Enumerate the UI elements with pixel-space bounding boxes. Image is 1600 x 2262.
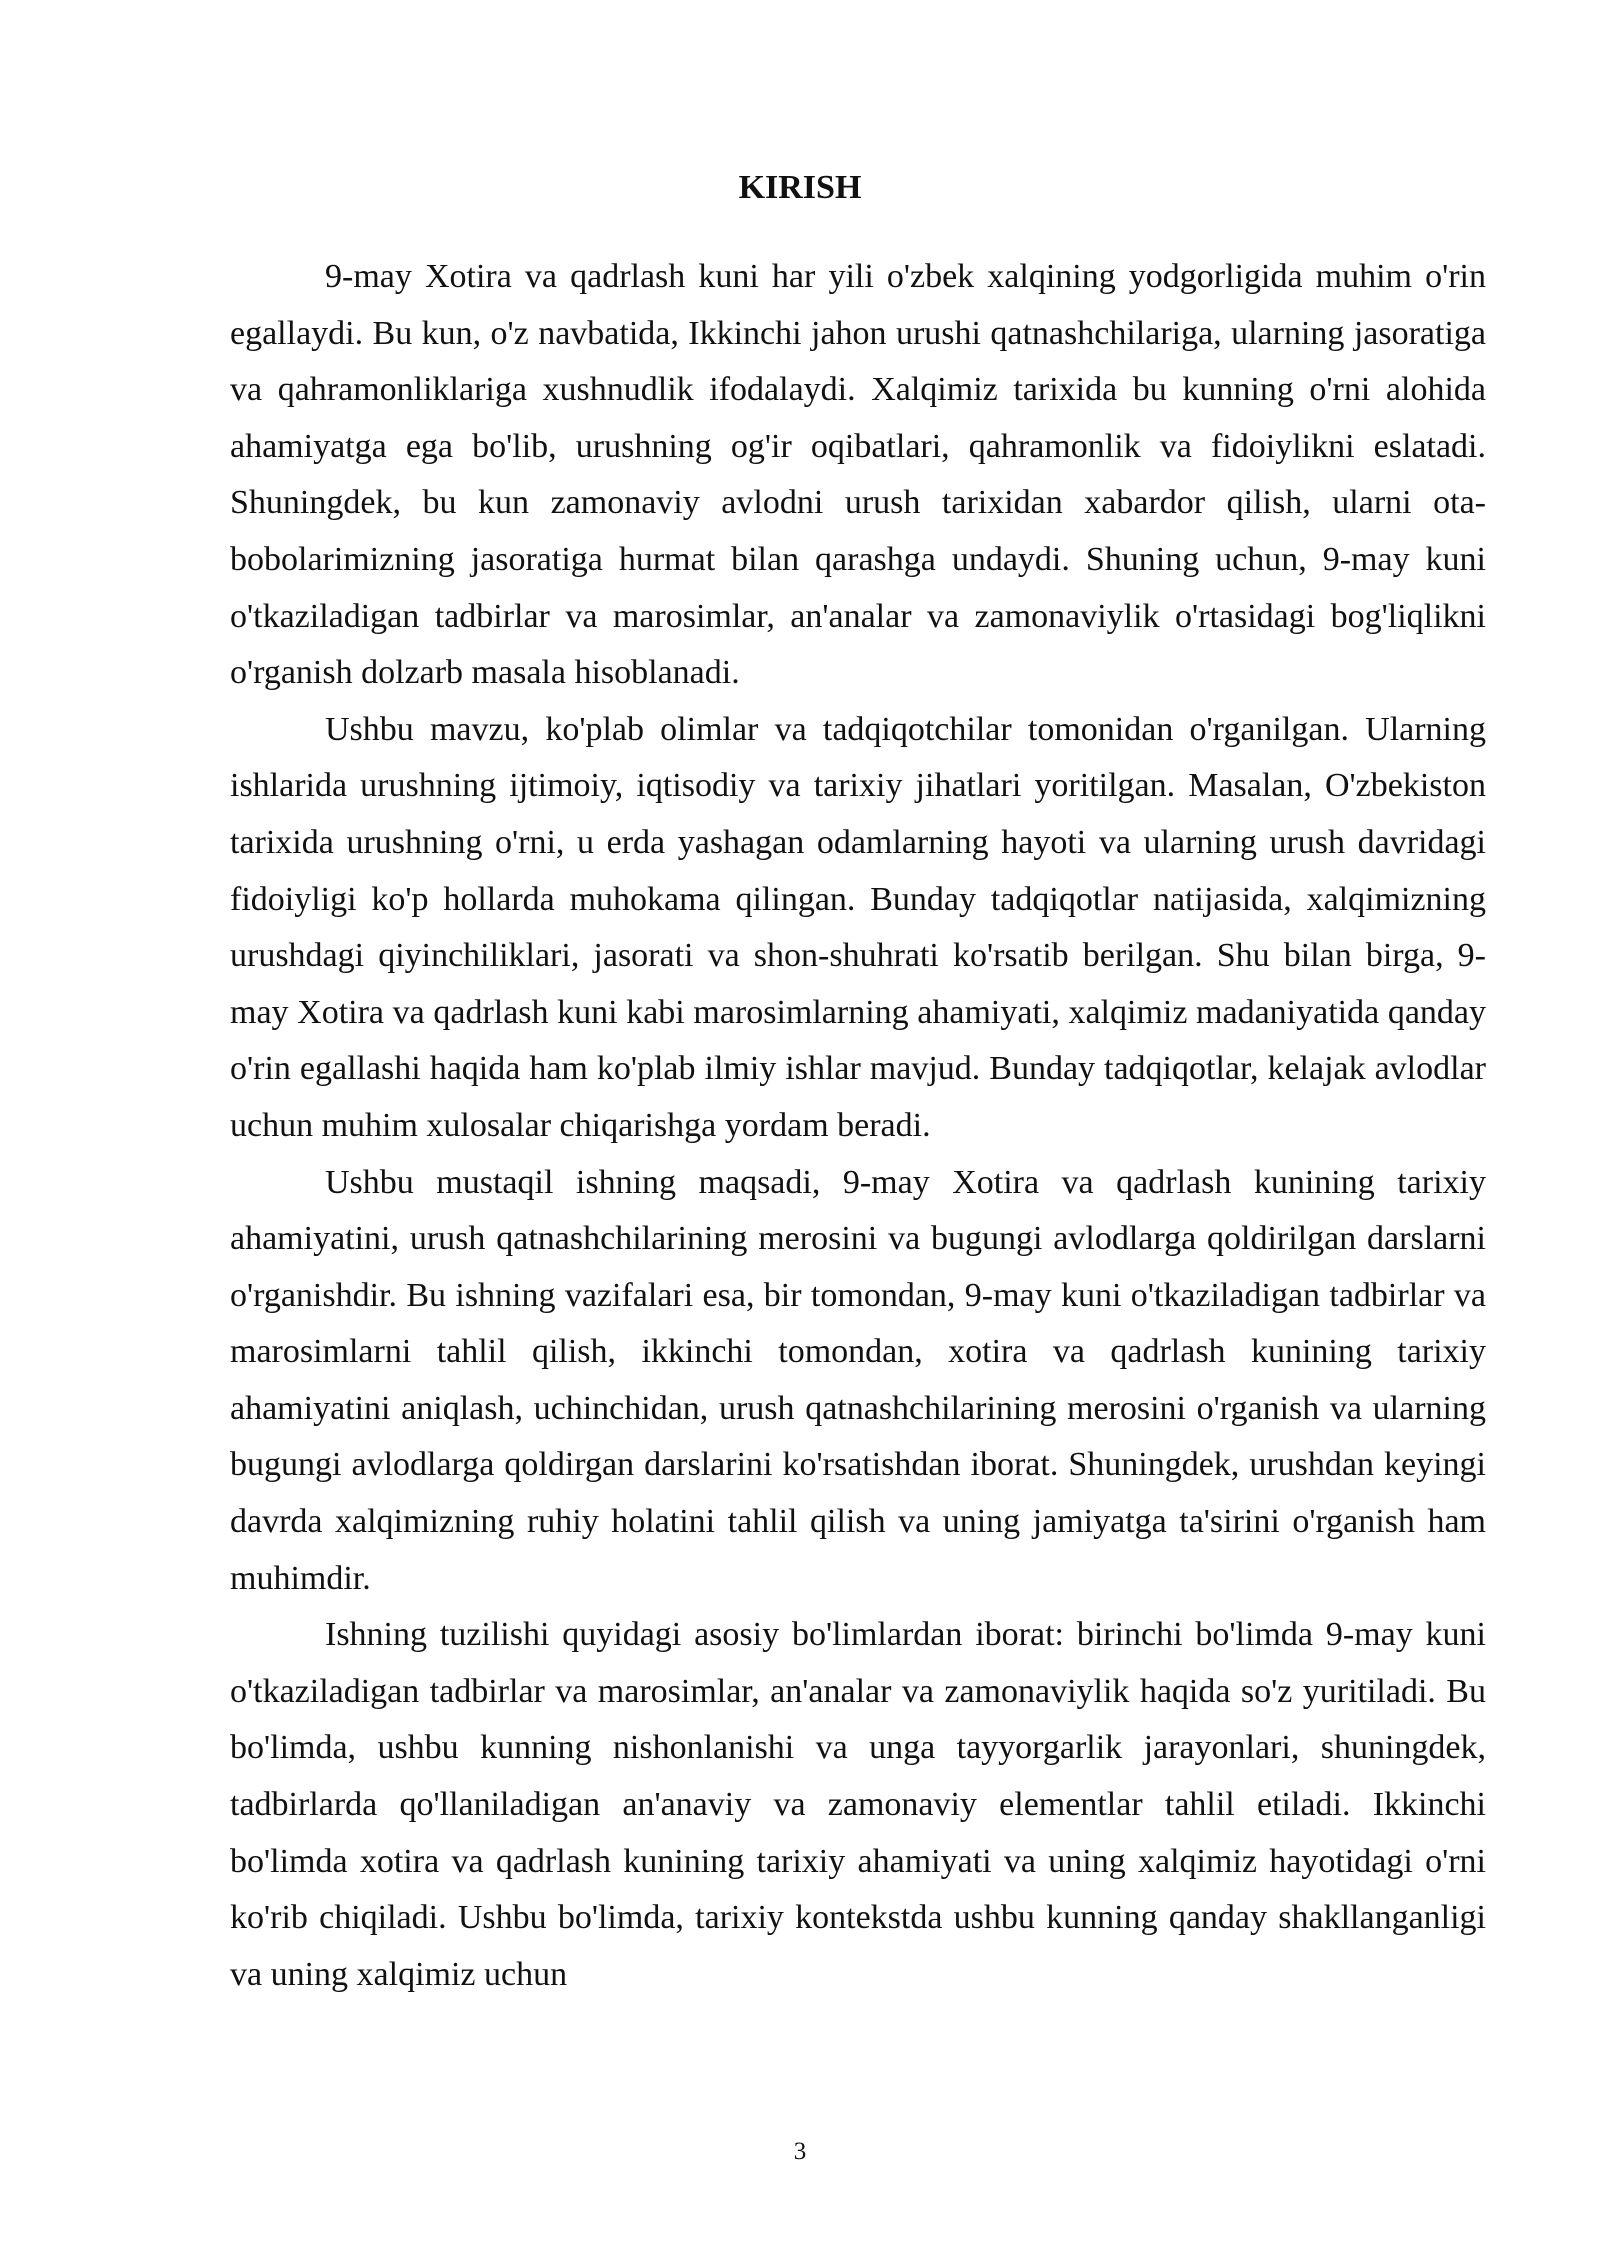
page-title: KIRISH (738, 169, 862, 206)
body-text (230, 249, 1486, 2003)
paragraph-goals: Ushbu mustaqil ishning maqsadi, 9-may Xotira va qadrlash kunining tarixiy ahamiyatini, urush qatnashchilarining merosini va bugungi avlodlarga qoldirilgan darslarni o'rganishdir. Bu ishning vazifalari esa, bir tomondan, 9-may kuni o'tkaziladigan tadbirlar va marosimlarni tahlil qilish, ikkinchi tomondan, xotira va qadrlash kunining tarixiy ahamiyatini aniqlash, uchinchidan, urush qatnashchilarining merosini o'rganish va ularning bugungi avlodlarga qoldirgan darslarini ko'rsatishdan iborat. Shuningdek, urushdan keyingi davrda xalqimizning ruhiy holatini tahlil qilish va uning jamiyatga ta'sirini o'rganish ham muhimdir. (230, 1163, 1486, 1597)
paragraph-structure: Ishning tuzilishi quyidagi asosiy bo'limlardan iborat: birinchi bo'limda 9-may kuni o'tkaziladigan tadbirlar va marosimlar, an'analar va zamonaviylik haqida so'z yuritiladi. Bu bo'limda, ushbu kunning nishonlanishi va unga tayyorgarlik jarayonlari, shuningdek, tadbirlarda qo'llaniladigan an'anaviy va zamonaviy elementlar tahlil etiladi. Ikkinchi bo'limda xotira va qadrlash kunining tarixiy ahamiyati va uning xalqimiz hayotidagi o'rni ko'rib chiqiladi. Ushbu bo'limda, tarixiy kontekstda ushbu kunning qanday shakllanganligi va uning xalqimiz uchun (230, 1616, 1486, 1993)
page-number: 3 (793, 2138, 807, 2165)
paragraph-intro: 9-may Xotira va qadrlash kuni har yili o'zbek xalqining yodgorligida muhim o'rin egallaydi. Bu kun, o'z navbatida, Ikkinchi jahon urushi qatnashchilariga, ularning jasoratiga va qahramonliklariga xushnudlik ifodalaydi. Xalqimiz tarixida bu kunning o'rni alohida ahamiyatga ega bo'lib, urushning og'ir oqibatlari, qahramonlik va fidoiylikni eslatadi. Shuningdek, bu kun zamonaviy avlodni urush tarixidan xabardor qilish, ularni ota-bobolarimizning jasoratiga hurmat bilan qarashga undaydi. Shuning uchun, 9-may kuni o'tkaziladigan tadbirlar va marosimlar, an'analar va zamonaviylik o'rtasidagi bog'liqlikni o'rganish dolzarb masala hisoblanadi. (230, 258, 1486, 692)
paragraph-literature: Ushbu mavzu, ko'plab olimlar va tadqiqotchilar tomonidan o'rganilgan. Ularning ishlarida urushning ijtimoiy, iqtisodiy va tarixiy jihatlari yoritilgan. Masalan, O'zbekiston tarixida urushning o'rni, u erda yashagan odamlarning hayoti va ularning urush davridagi fidoiyligi ko'p hollarda muhokama qilingan. Bunday tadqiqotlar natijasida, xalqimizning urushdagi qiyinchiliklari, jasorati va shon-shuhrati ko'rsatib berilgan. Shu bilan birga, 9-may Xotira va qadrlash kuni kabi marosimlarning ahamiyati, xalqimiz madaniyatida qanday o'rin egallashi haqida ham ko'plab ilmiy ishlar mavjud. Bunday tadqiqotlar, kelajak avlodlar uchun muhim xulosalar chiqarishga yordam beradi. (230, 710, 1486, 1144)
